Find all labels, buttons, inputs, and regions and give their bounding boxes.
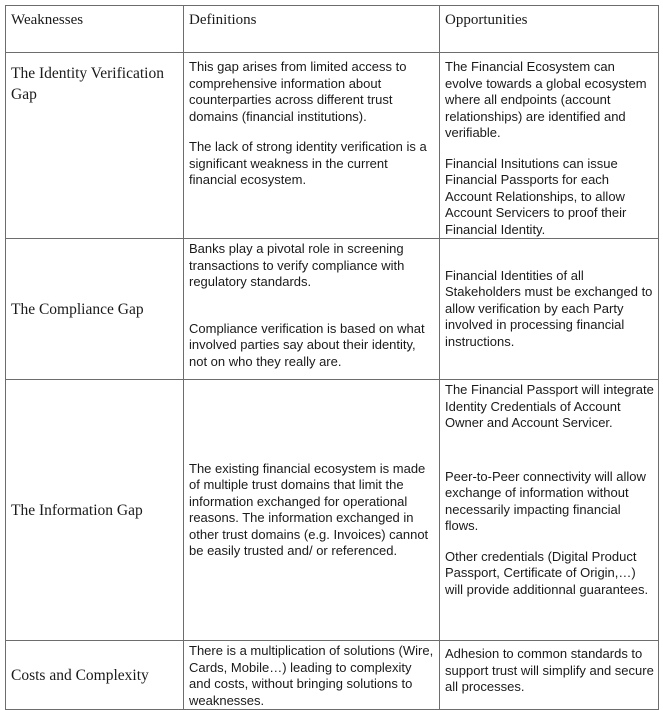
definition-cell — [184, 53, 440, 239]
opportunity-text: Peer-to-Peer connectivity will allow exchange of information without necessarily impacting financial flows. — [445, 468, 646, 533]
opportunity-cell — [440, 53, 659, 239]
weakness-label: Costs and Complexity — [11, 666, 149, 684]
definition-cell — [184, 380, 440, 641]
header-definitions: Definitions — [184, 6, 440, 53]
opportunity-cell — [440, 641, 659, 710]
opportunity-cell — [440, 380, 659, 641]
weakness-cell — [6, 239, 184, 380]
header-row — [6, 6, 659, 53]
definition-cell — [184, 239, 440, 380]
opportunity-text: Other credentials (Digital Product Passport, Certificate of Origin,…) will provide additionnal guarantees. — [445, 548, 649, 597]
opportunity-text: The Financial Ecosystem can evolve towards a global ecosystem where all endpoints (account relationships) are identified and verifiable. — [445, 59, 647, 140]
table-row — [6, 380, 659, 641]
opportunity-cell — [440, 239, 659, 380]
weakness-table-page — [5, 5, 658, 708]
weakness-label: The Identity Verification Gap — [11, 65, 164, 103]
weakness-label: The Compliance Gap — [11, 300, 144, 318]
weakness-table — [5, 5, 659, 710]
weakness-cell — [6, 641, 184, 710]
table-row — [6, 53, 659, 239]
opportunity-text: The Financial Passport will integrate Identity Credentials of Account Owner and Account Servicer. — [445, 382, 654, 430]
weakness-cell — [6, 380, 184, 641]
definition-text: The lack of strong identity verification is a significant weakness in the current financial ecosystem. — [189, 139, 427, 187]
definition-text: This gap arises from limited access to comprehensive information about counterparties across different trust domains (financial institutions). — [189, 59, 407, 124]
definition-text: The existing financial ecosystem is made of multiple trust domains that limit the information exchanged for operational reasons. The information exchanged in other trust domains (e.g. Invoices) cannot be easily trusted and/ or referenced. — [189, 460, 429, 558]
opportunity-text: Financial Insitutions can issue Financial Passports for each Account Relationships, to allow Account Servicers to proof their Financial Identity. — [445, 155, 627, 237]
table-row — [6, 239, 659, 380]
opportunity-text: Financial Identities of all Stakeholders must be exchanged to allow verification by each Party involved in processing financial instructions. — [445, 267, 653, 349]
definition-cell — [184, 641, 440, 710]
header-weaknesses: Weaknesses — [6, 6, 184, 53]
opportunity-text: Adhesion to common standards to support trust will simplify and secure all processes. — [445, 646, 654, 694]
weakness-label: The Information Gap — [11, 501, 143, 519]
weakness-cell — [6, 53, 184, 239]
header-opportunities: Opportunities — [440, 6, 659, 53]
definition-text: Banks play a pivotal role in screening transactions to verify compliance with regulatory standards. — [189, 241, 405, 289]
definition-text: There is a multiplication of solutions (Wire, Cards, Mobile…) leading to complexity and costs, without bringing solutions to weaknesses. — [189, 643, 434, 708]
definition-text: Compliance verification is based on what involved parties say about their identity, not on who they really are. — [189, 320, 425, 369]
table-row — [6, 641, 659, 710]
